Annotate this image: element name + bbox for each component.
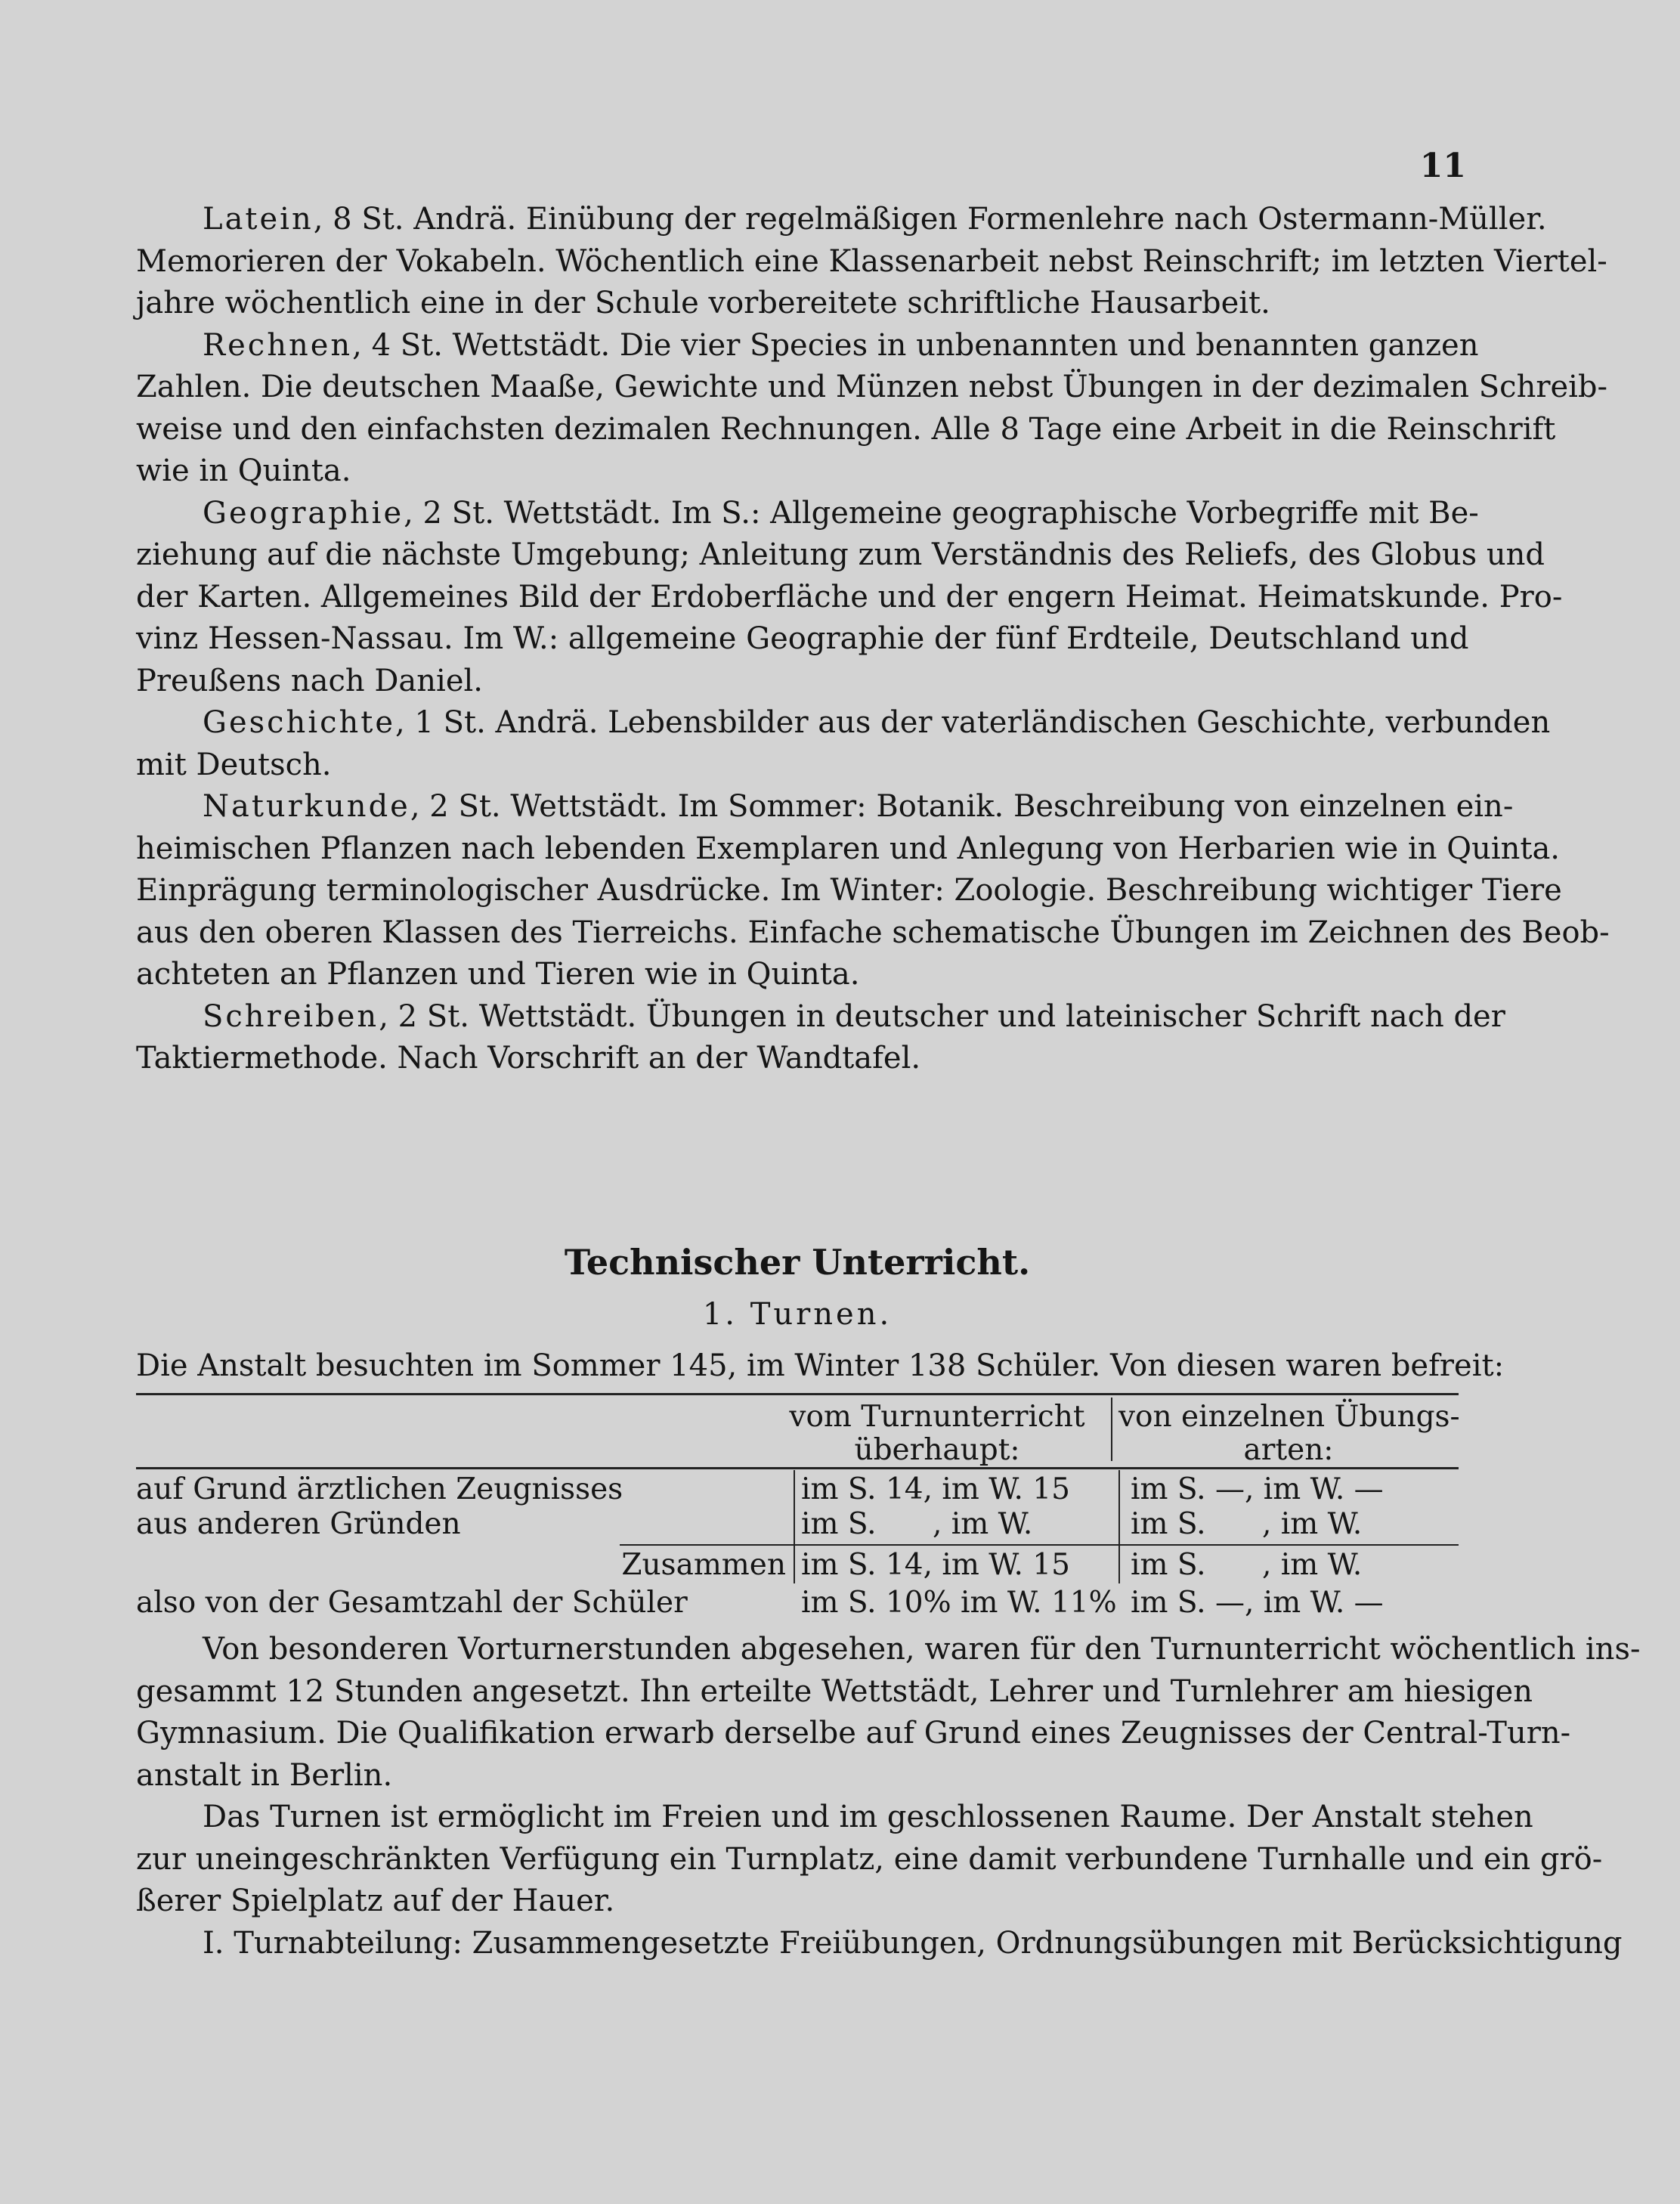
paragraph-line: Taktiermethode. Nach Vorschrift an der Wandtafel. (136, 1041, 921, 1076)
total-rule (620, 1544, 1459, 1546)
row1-label: auf Grund ärztlichen Zeugnisses (136, 1472, 623, 1506)
paragraph-first-line (136, 325, 1479, 367)
paragraph-line: aus den oberen Klassen des Tierreichs. Einfache schematische Übungen im Zeichnen des Beob- (136, 915, 1610, 950)
page-number: 11 (1419, 147, 1466, 185)
paragraph-line: ziehung auf die nächste Umgebung; Anleitung zum Verständnis des Reliefs, des Globus und (136, 537, 1545, 572)
total-col2: im S. , im W. (1131, 1548, 1363, 1582)
subject-heading: Schreiben (203, 998, 379, 1034)
body-text (136, 199, 1610, 1080)
paragraph-first-line (136, 996, 1505, 1039)
share-label: also von der Gesamtzahl der Schüler (136, 1586, 688, 1620)
section-subheading: 1. Turnen. (702, 1297, 893, 1332)
total-label: Zusammen (621, 1548, 786, 1582)
paragraph-line: I. Turnabteilung: Zusammengesetzte Freiübungen, Ordnungsübungen mit Berücksichtigung (203, 1925, 1623, 1961)
share-col1: im S. 10% im W. 11% (801, 1586, 1117, 1620)
paragraph-line: heimischen Pflanzen nach lebenden Exemplaren und Anlegung von Herbarien wie in Quinta. (136, 831, 1561, 866)
row2-label: aus anderen Gründen (136, 1507, 461, 1541)
attendance-note: Die Anstalt besuchten im Sommer 145, im Winter 138 Schüler. Von diesen waren befreit: (136, 1348, 1505, 1383)
paragraph-line: anstalt in Berlin. (136, 1757, 393, 1793)
subject-heading: Geographie (203, 495, 404, 531)
col1-header-line1: vom Turnunterricht (789, 1400, 1085, 1434)
subject-description: , 2 St. Wettstädt. Im Sommer: Botanik. Beschreibung von einzelnen ein- (410, 789, 1514, 824)
subject-description: , 1 St. Andrä. Lebensbilder aus der vaterländischen Geschichte, verbunden (395, 705, 1551, 740)
paragraph-line: mit Deutsch. (136, 747, 332, 782)
subject-description: , 4 St. Wettstädt. Die vier Species in unbenannten und benannten ganzen (352, 327, 1479, 363)
subject-description: , 8 St. Andrä. Einübung der regelmäßigen Formenlehre nach Ostermann-Müller. (313, 202, 1547, 237)
paragraph-line: ßerer Spielplatz auf der Hauer. (136, 1884, 615, 1918)
table-header-divider (1111, 1398, 1112, 1461)
paragraph-first-line (136, 786, 1514, 828)
gymnastics-text (136, 1629, 1641, 1964)
paragraph-first-line (136, 702, 1551, 744)
share-col2: im S. —, im W. — (1131, 1586, 1384, 1620)
paragraph-line: wie in Quinta. (136, 453, 351, 488)
section-heading: Technischer Unterricht. (564, 1242, 1031, 1283)
table-header-rule (136, 1467, 1459, 1469)
paragraph-line: Memorieren der Vokabeln. Wöchentlich eine Klassenarbeit nebst Reinschrift; im letzten Viertel- (136, 243, 1607, 279)
table-col1-divider (794, 1470, 795, 1583)
paragraph-first-line (136, 493, 1479, 535)
subject-heading: Rechnen (203, 327, 353, 363)
paragraph-line: weise und den einfachsten dezimalen Rechnungen. Alle 8 Tage eine Arbeit in die Reinschrift (136, 411, 1556, 447)
paragraph-line: Preußens nach Daniel. (136, 663, 484, 698)
row2-col2: im S. , im W. (1131, 1507, 1363, 1541)
paragraph-line: Einprägung terminologischer Ausdrücke. Im Winter: Zoologie. Beschreibung wichtiger Tiere (136, 873, 1562, 908)
row1-col1: im S. 14, im W. 15 (801, 1472, 1070, 1506)
paragraph-line: Gymnasium. Die Qualifikation erwarb derselbe auf Grund eines Zeugnisses der Central-Turn- (136, 1716, 1571, 1751)
col2-header-line2: arten: (1243, 1433, 1334, 1467)
subject-heading: Geschichte (203, 705, 396, 740)
subject-description: , 2 St. Wettstädt. Im S.: Allgemeine geographische Vorbegriffe mit Be- (404, 495, 1479, 531)
paragraph-line: jahre wöchentlich eine in der Schule vorbereitete schriftliche Hausarbeit. (136, 286, 1270, 320)
col2-header-line1: von einzelnen Übungs- (1118, 1400, 1460, 1434)
paragraph-line: gesammt 12 Stunden angesetzt. Ihn erteilte Wettstädt, Lehrer und Turnlehrer am hiesigen (136, 1673, 1533, 1709)
subject-heading: Naturkunde (203, 789, 410, 824)
paragraph-line: zur uneingeschränkten Verfügung ein Turnplatz, eine damit verbundene Turnhalle und ein grö- (136, 1841, 1603, 1877)
subject-description: , 2 St. Wettstädt. Übungen in deutscher und lateinischer Schrift nach der (379, 998, 1505, 1034)
paragraph-line: Das Turnen ist ermöglicht im Freien und im geschlossenen Raume. Der Anstalt stehen (203, 1800, 1533, 1834)
paragraph-line: achteten an Pflanzen und Tieren wie in Quinta. (136, 957, 860, 992)
row1-col2: im S. —, im W. — (1131, 1472, 1384, 1506)
table-top-rule (136, 1393, 1459, 1395)
subject-heading: Latein (203, 202, 314, 237)
paragraph-line: Von besonderen Vorturnerstunden abgesehen, waren für den Turnunterricht wöchentlich ins- (203, 1632, 1641, 1667)
row2-col1: im S. , im W. (801, 1507, 1033, 1541)
paragraph-line: der Karten. Allgemeines Bild der Erdoberfläche und der engern Heimat. Heimatskunde. Pro- (136, 579, 1563, 614)
total-col1: im S. 14, im W. 15 (801, 1548, 1070, 1582)
col1-header-line2: überhaupt: (854, 1433, 1020, 1467)
paragraph-line: Zahlen. Die deutschen Maaße, Gewichte und Münzen nebst Übungen in der dezimalen Schreib- (136, 370, 1608, 404)
paragraph-first-line (136, 199, 1547, 241)
table-col2-divider (1118, 1470, 1120, 1583)
paragraph-line: vinz Hessen-Nassau. Im W.: allgemeine Geographie der fünf Erdteile, Deutschland und (136, 621, 1469, 656)
